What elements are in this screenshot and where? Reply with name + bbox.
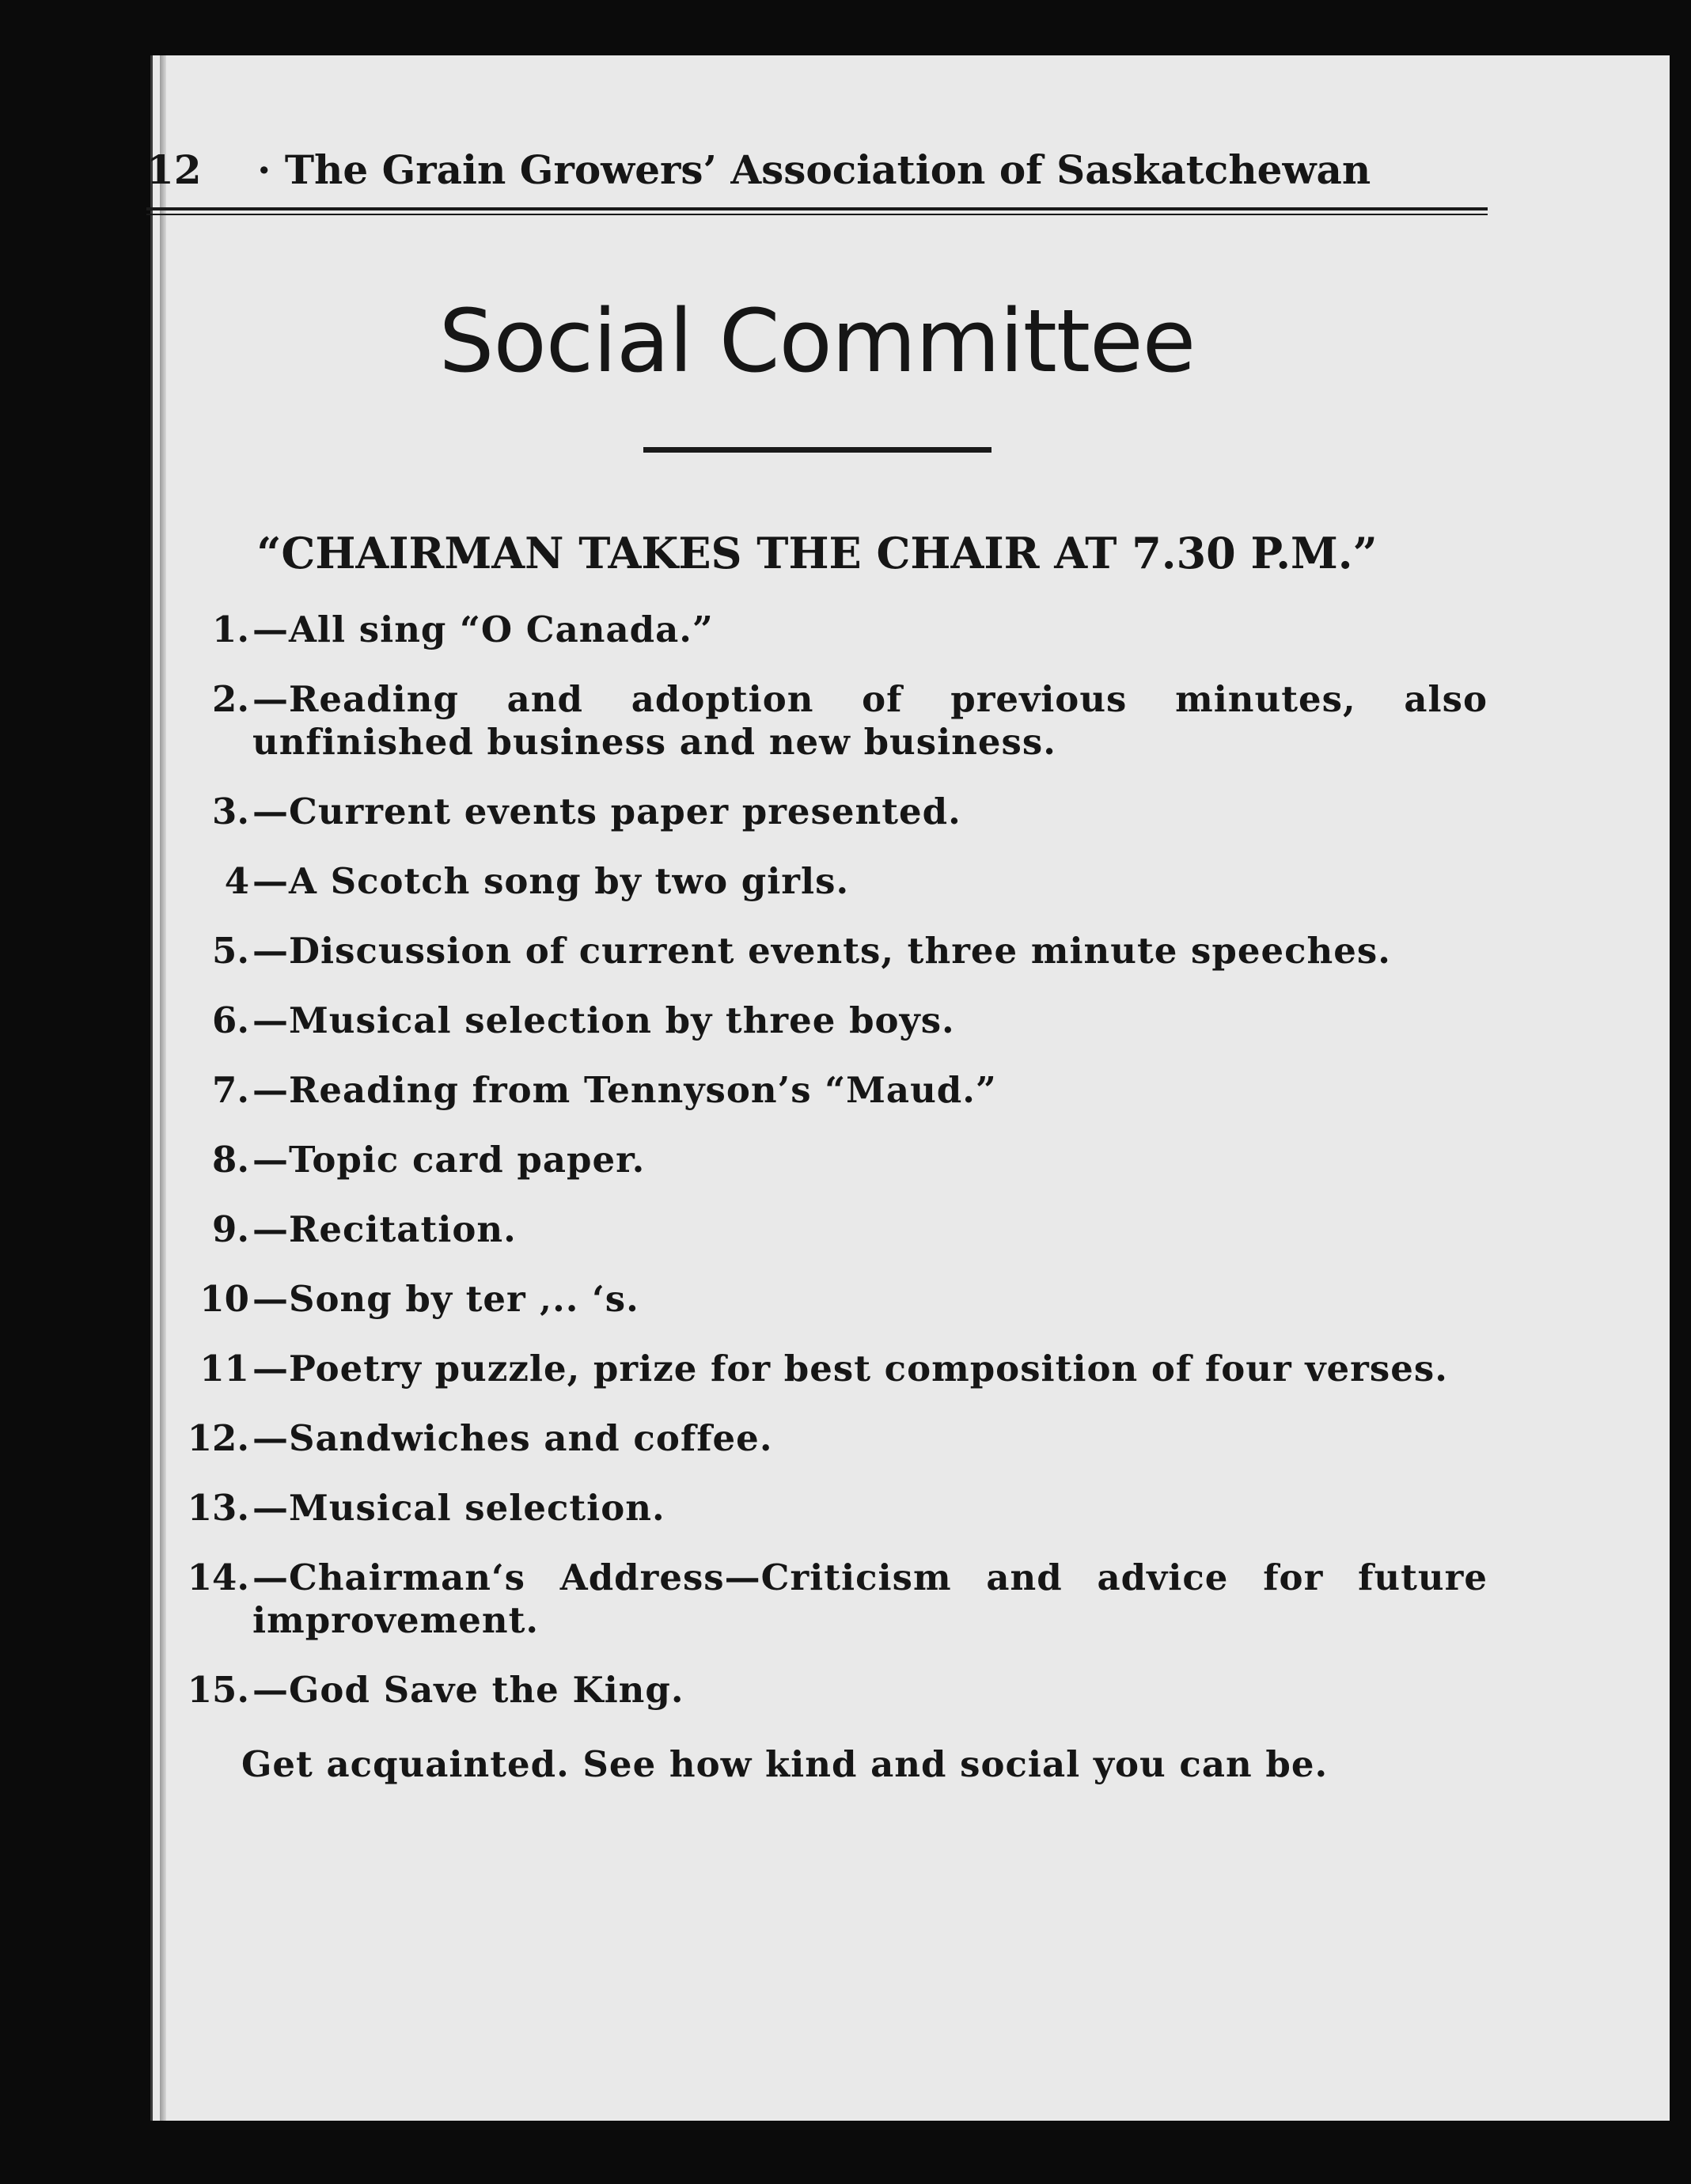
program-item	[146, 1487, 1488, 1530]
item-text: —Topic card paper.	[252, 1139, 646, 1181]
item-number: 4	[224, 860, 249, 902]
item-number: 15.	[187, 1669, 249, 1711]
item-text: —Recitation.	[252, 1208, 517, 1250]
item-text: —A Scotch song by two girls.	[252, 860, 850, 902]
item-text: —Chairman‘s Address—Criticism and advice for future improvement.	[252, 1556, 1488, 1641]
program-item	[146, 860, 1488, 903]
program-item	[146, 1208, 1488, 1251]
page-number: 12	[146, 146, 202, 193]
item-number: 10	[199, 1278, 249, 1320]
program-item	[146, 1556, 1488, 1642]
item-text: —Sandwiches and coffee.	[252, 1417, 773, 1459]
item-text: —All sing “O Canada.”	[252, 609, 714, 650]
program-item	[146, 1417, 1488, 1460]
item-text: —Musical selection.	[252, 1487, 665, 1529]
item-number: 11	[199, 1348, 249, 1390]
item-number: 12.	[187, 1417, 249, 1459]
subtitle: “CHAIRMAN TAKES THE CHAIR AT 7.30 P.M.”	[256, 528, 1378, 578]
item-number: 7.	[212, 1069, 249, 1111]
page-title: Social Committee	[438, 290, 1196, 392]
item-text: —God Save the King.	[252, 1669, 684, 1711]
item-text: —Musical selection by three boys.	[252, 999, 955, 1041]
program-item	[146, 1669, 1488, 1712]
header-double-rule	[146, 207, 1488, 215]
item-number: 3.	[212, 791, 249, 832]
page-content	[146, 146, 1488, 1785]
item-text: —Song by ter ‚.. ‘s.	[252, 1278, 639, 1320]
item-number: 9.	[212, 1208, 249, 1250]
program-item	[146, 999, 1488, 1042]
running-header	[146, 146, 1488, 193]
program-list	[146, 609, 1488, 1712]
item-number: 5.	[212, 930, 249, 972]
program-item	[146, 1348, 1488, 1390]
item-number: 14.	[187, 1556, 249, 1598]
item-number: 8.	[212, 1139, 249, 1181]
item-number: 1.	[212, 609, 249, 650]
item-text: —Discussion of current events, three minute speeches.	[252, 930, 1391, 972]
item-text: —Reading from Tennyson’s “Maud.”	[252, 1069, 997, 1111]
program-item	[146, 678, 1488, 764]
item-number: 6.	[212, 999, 249, 1041]
item-number: 2.	[212, 678, 249, 720]
program-item	[146, 609, 1488, 651]
program-item	[146, 930, 1488, 973]
item-text: —Current events paper presented.	[252, 791, 961, 832]
program-item	[146, 1139, 1488, 1181]
title-rule	[643, 447, 991, 453]
item-text: —Reading and adoption of previous minutes, also unfinished business and new business.	[252, 678, 1488, 763]
running-header-title: · The Grain Growers’ Association of Saskatchewan	[257, 146, 1371, 193]
program-item	[146, 791, 1488, 833]
program-item	[146, 1278, 1488, 1321]
program-item	[146, 1069, 1488, 1112]
item-number: 13.	[187, 1487, 249, 1529]
item-text: —Poetry puzzle, prize for best composition of four verses.	[252, 1348, 1448, 1390]
closing-line: Get acquainted. See how kind and social you can be.	[241, 1743, 1329, 1785]
